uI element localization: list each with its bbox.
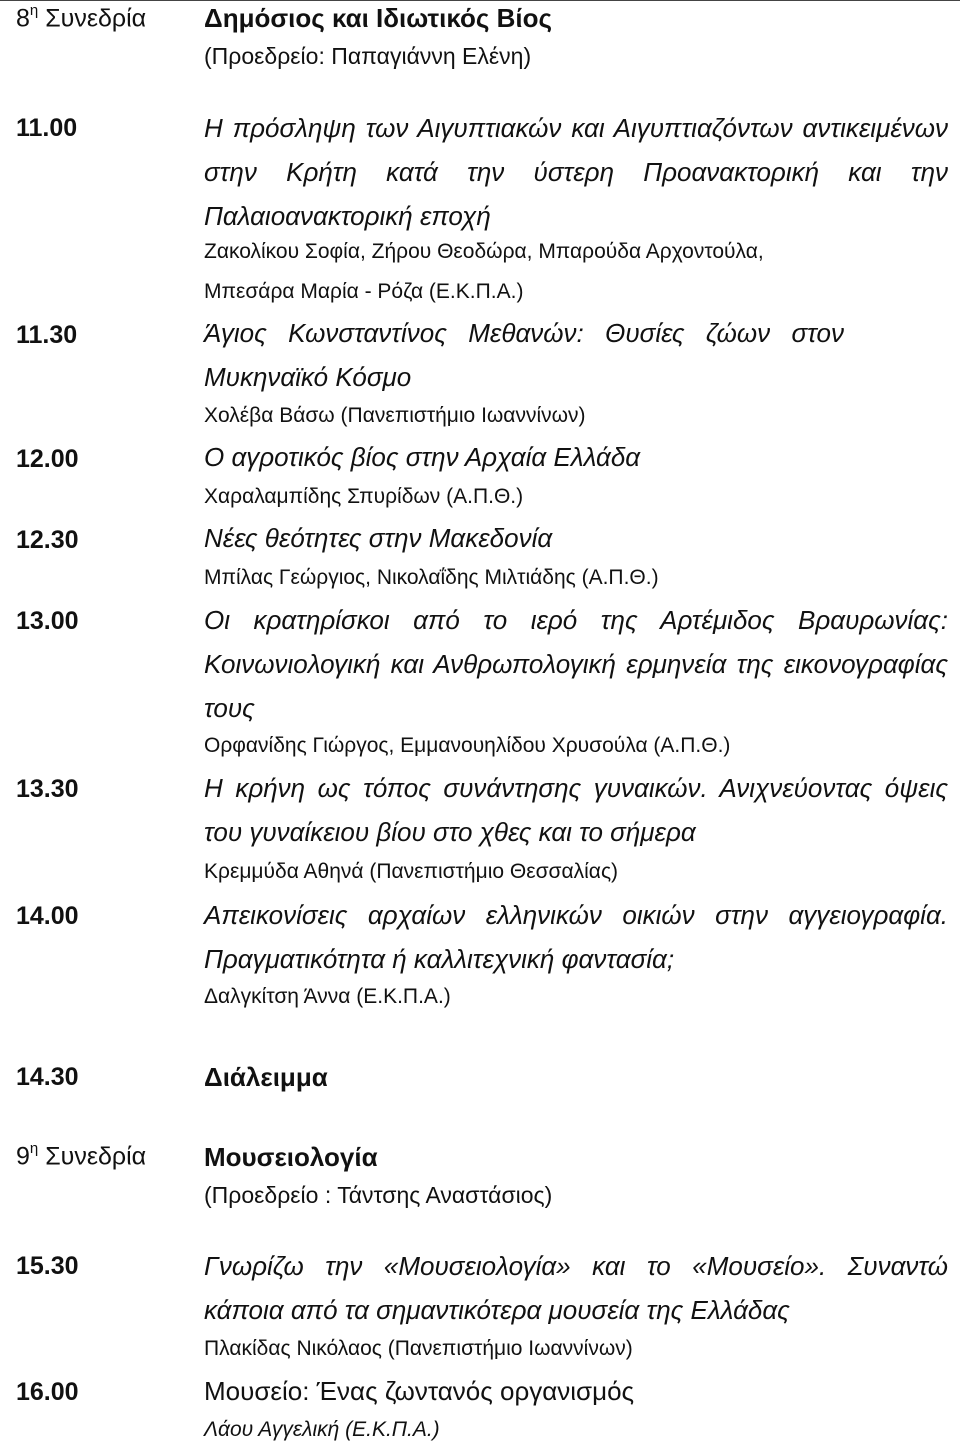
talk-time: 15.30 [16,1252,79,1280]
session-title: Δημόσιος και Ιδιωτικός Βίος [204,3,553,33]
talk-authors: Δαλγκίτση Άννα (Ε.Κ.Π.Α.) [204,985,451,1008]
talk-authors: Μπεσάρα Μαρία - Ρόζα (Ε.Κ.Π.Α.) [204,280,524,303]
talk-title: Απεικονίσεις αρχαίων ελληνικών οικιών στην αγγειογραφία. Πραγματικότητα ή καλλιτεχνική φαντασία; [204,900,948,974]
talk-authors: Χολέβα Βάσω (Πανεπιστήμιο Ιωαννίνων) [204,404,586,427]
top-rule [0,0,960,1]
talk-title: Η κρήνη ως τόπος συνάντησης γυναικών. Ανιχνεύοντας όψεις του γυναίκειου βίου στο χθες και το σήμερα [204,773,948,847]
session-chair: (Προεδρείο: Παπαγιάννη Ελένη) [204,43,532,69]
talk-authors: Ζακολίκου Σοφία, Ζήρου Θεοδώρα, Μπαρούδα Αρχοντούλα, [204,240,764,263]
talk-time: 11.30 [16,321,78,349]
talk-authors: Ορφανίδης Γιώργος, Εμμανουηλίδου Χρυσούλα (Α.Π.Θ.) [204,734,731,757]
talk-title: Ο αγροτικός βίος στην Αρχαία Ελλάδα [204,442,641,472]
talk-authors: Μπίλας Γεώργιος, Νικολαΐδης Μιλτιάδης (Α.Π.Θ.) [204,566,659,589]
talk-authors: Λάου Αγγελική (Ε.Κ.Π.Α.) [204,1418,440,1441]
talk-title: Νέες θεότητες στην Μακεδονία [204,523,553,553]
talk-time: 12.30 [16,526,79,554]
talk-title: Η πρόσληψη των Αιγυπτιακών και Αιγυπτιαζόντων αντικειμένων στην Κρήτη κατά την ύστερη Προανακτορική και την Παλαιοανακτορική εποχή [204,113,948,231]
session-label: $9^\eta$ Συνεδρία [16,1140,147,1171]
talk-time: 13.30 [16,775,79,803]
session-chair: (Προεδρείο : Τάντσης Αναστάσιος) [204,1182,553,1208]
talk-time: 12.00 [16,445,79,473]
talk-time: 14.00 [16,902,79,930]
session-label: $8^\eta$ Συνεδρία [16,2,147,33]
talk-time: 11.00 [16,114,78,142]
talk-title: Μουσείο: Ένας ζωντανός οργανισμός [204,1376,635,1406]
talk-title: Οι κρατηρίσκοι από το ιερό της Αρτέμιδος Βραυρωνίας: Κοινωνιολογική και Ανθρωπολογική ερμηνεία της εικονογραφίας τους [204,605,948,723]
talk-time: 13.00 [16,607,79,635]
talk-title: Γνωρίζω την «Μουσειολογία» και το «Μουσείο». Συναντώ κάποια από τα σημαντικότερα μουσεία της Ελλάδας [204,1251,948,1325]
session-title: Μουσειολογία [204,1142,378,1172]
break-time: 14.30 [16,1063,79,1091]
break-label: Διάλειμμα [204,1062,328,1092]
talk-authors: Χαραλαμπίδης Σπυρίδων (Α.Π.Θ.) [204,485,524,508]
talk-time: 16.00 [16,1378,79,1406]
talk-authors: Κρεμμύδα Αθηνά (Πανεπιστήμιο Θεσσαλίας) [204,860,619,883]
talk-authors: Πλακίδας Νικόλαος (Πανεπιστήμιο Ιωαννίνων) [204,1337,633,1360]
talk-title: Άγιος Κωνσταντίνος Μεθανών: Θυσίες ζώων στον Μυκηναϊκό Κόσμο [204,318,844,392]
